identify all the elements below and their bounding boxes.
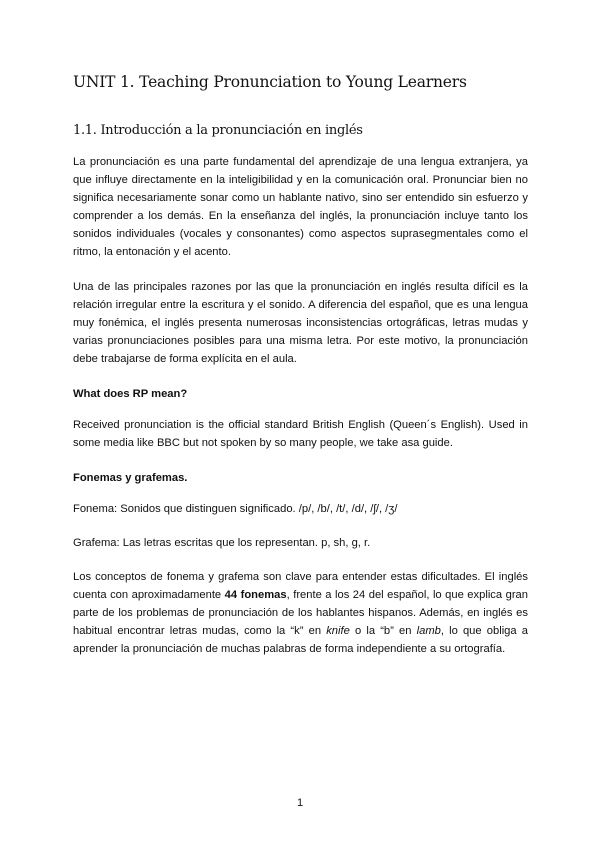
fonemas-heading: Fonemas y grafemas. bbox=[73, 472, 188, 484]
section-title: 1.1. Introducción a la pronunciación en inglés bbox=[73, 123, 363, 138]
example-word-knife: knife bbox=[326, 625, 350, 637]
page-number: 1 bbox=[296, 797, 304, 809]
paragraph-difficulty: Una de las principales razones por las que la pronunciación en inglés resulta difícil es la relación irregular entre la escritura y el sonido. A diferencia del español, que es una lengua muy fonémica, el inglés presenta numerosas inconsistencias ortográficas, letras mudas y varias pronunciaciones posibles para una misma letra. Por este motivo, la pronunciación debe trabajarse de forma explícita en el aula. bbox=[73, 281, 528, 365]
rp-paragraph: Received pronunciation is the official standard British English (Queen´s English). Used in some media like BBC but not spoken by so many people, we take asa guide. bbox=[73, 419, 528, 449]
rp-heading: What does RP mean? bbox=[73, 388, 188, 400]
concepts-text-3: o la “b” en bbox=[349, 625, 417, 637]
fonema-definition: Fonema: Sonidos que distinguen significado. /p/, /b/, /t/, /d/, /ʃ/, /ʒ/ bbox=[73, 503, 398, 515]
example-word-lamb: lamb bbox=[416, 625, 441, 637]
paragraph-intro: La pronunciación es una parte fundamental del aprendizaje de una lengua extranjera, ya que influye directamente en la inteligibilidad y en la comunicación oral. Pronunciar bien no significa necesariamente sonar como un hablante nativo, sino ser entendido sin esfuerzo y comprender a los demás. En la enseñanza del inglés, la pronunciación incluye tanto los sonidos individuales (vocales y consonantes) como aspectos suprasegmentales como el ritmo, la entonación y el acento. bbox=[73, 156, 528, 258]
concepts-text-1: Los conceptos de fonema y grafema son clave para entender estas dificultades. El inglés cuenta con aproximadamente bbox=[73, 571, 528, 601]
concepts-text-4: , lo que obliga a aprender la pronunciación de muchas palabras de forma independiente a su ortografía. bbox=[73, 625, 528, 655]
concepts-text-2: , frente a los 24 del español, lo que explica gran parte de los problemas de pronunciación de los hablantes hispanos. Además, en inglés es habitual encontrar letras mudas, como la “k” en bbox=[73, 589, 528, 637]
phoneme-count: 44 fonemas bbox=[224, 589, 287, 601]
paragraph-concepts bbox=[73, 568, 528, 658]
grafema-definition: Grafema: Las letras escritas que los representan. p, sh, g, r. bbox=[73, 537, 371, 549]
unit-title: UNIT 1. Teaching Pronunciation to Young Learners bbox=[73, 73, 467, 91]
document-body bbox=[73, 153, 528, 675]
